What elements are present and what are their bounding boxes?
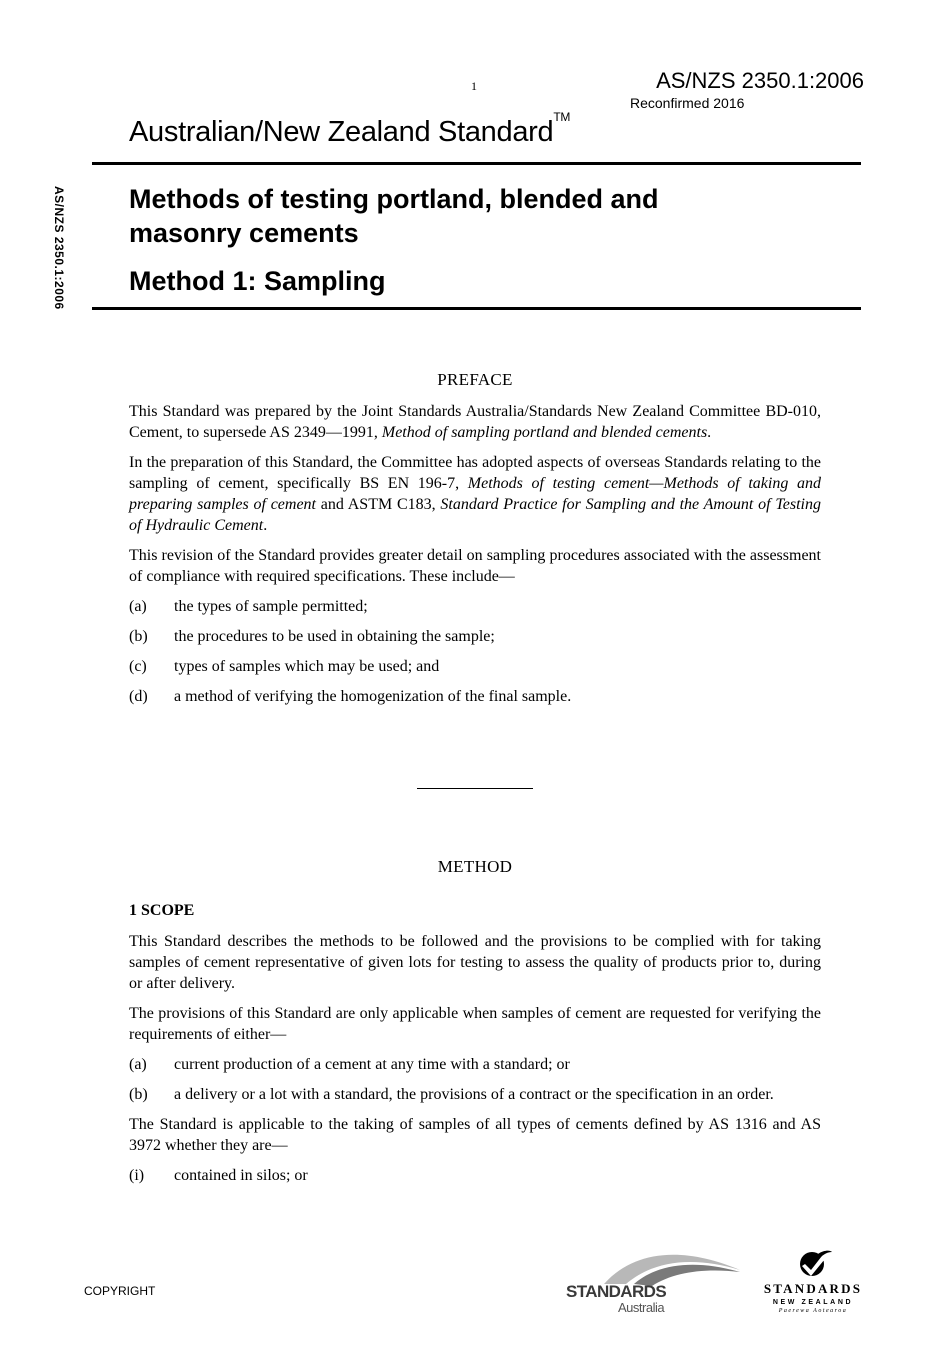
preface-p2-text1: In the preparation of this Standard, the Committee has adopted aspects of overseas Standards relating to the sampling of cement, specifically BS EN 196-7, xyxy=(129,454,821,492)
preface-p2-text2: and ASTM C183, xyxy=(316,496,441,513)
title-top-rule xyxy=(92,162,861,165)
list-item-label: (a) xyxy=(129,598,147,615)
list-item-label: (b) xyxy=(129,1086,148,1103)
list-item xyxy=(129,626,821,647)
list-item xyxy=(129,686,821,707)
preface-p2-italic1: Methods of testing cement—Methods of taking and preparing samples of cement xyxy=(129,475,822,513)
reconfirmed-note: Reconfirmed 2016 xyxy=(630,95,745,111)
preface-paragraph-3: This revision of the Standard provides greater detail on sampling procedures associated with the assessment of compliance with required specifications. These include— xyxy=(129,547,821,585)
preface-p1-italic: Method of sampling portland and blended cements xyxy=(381,424,708,441)
page-number: 1 xyxy=(471,79,477,93)
preface-heading: PREFACE xyxy=(437,370,513,389)
list-item xyxy=(129,1054,821,1075)
list-item xyxy=(129,596,821,617)
list-item-text: a method of verifying the homogenization of the final sample. xyxy=(174,688,572,705)
list-item-text: types of samples which may be used; and xyxy=(174,658,440,675)
scope-paragraph-3: The Standard is applicable to the taking of samples of all types of cements defined by AS 1316 and AS 3972 whether they are— xyxy=(129,1116,821,1154)
standards-australia-logo xyxy=(564,1248,744,1316)
list-item-label: (c) xyxy=(129,658,147,675)
main-title xyxy=(129,110,571,149)
document-title xyxy=(129,182,829,250)
list-item xyxy=(129,656,821,677)
preface-p2-end: . xyxy=(263,517,268,534)
scope-body xyxy=(129,931,821,1195)
trademark-mark: TM xyxy=(553,110,571,124)
method-heading: METHOD xyxy=(437,857,513,876)
scope-paragraph-1: This Standard describes the methods to be followed and the provisions to be complied with for taking samples of cement representative of given lots for testing to assess the quality of products prior to, during or after delivery. xyxy=(129,933,821,992)
preface-body xyxy=(129,401,821,716)
main-title-text: Australian/New Zealand Standard xyxy=(129,116,554,148)
logo-nz-line1: STANDARDS xyxy=(763,1281,863,1296)
list-item-text: contained in silos; or xyxy=(174,1167,308,1184)
logo-sa-line1: STANDARDS xyxy=(566,1282,667,1301)
side-standard-code: AS/NZS 2350.1:2006 xyxy=(52,186,66,310)
standard-code: AS/NZS 2350.1:2006 xyxy=(656,68,864,93)
logo-sa-line2: Australia xyxy=(618,1300,665,1315)
list-item-label: (i) xyxy=(129,1167,145,1184)
preface-paragraph-2 xyxy=(129,452,821,536)
logo-nz-line2: NEW ZEALAND xyxy=(772,1299,854,1306)
list-item-label: (b) xyxy=(129,628,148,645)
list-item-text: current production of a cement at any time with a standard; or xyxy=(174,1056,570,1073)
check-emblem-icon xyxy=(794,1248,834,1280)
list-item xyxy=(129,1084,821,1105)
preface-paragraph-1 xyxy=(129,401,821,443)
method-title: Method 1: Sampling xyxy=(129,266,386,296)
list-item-label: (a) xyxy=(129,1056,147,1073)
list-item-label: (d) xyxy=(129,688,148,705)
preface-p1-end: . xyxy=(707,424,712,441)
preface-p1-text: This Standard was prepared by the Joint Standards Australia/Standards New Zealand Committee BD-010, Cement, to supersede AS 2349—1991, xyxy=(129,403,821,441)
list-item-text: a delivery or a lot with a standard, the provisions of a contract or the specification in an order. xyxy=(174,1086,774,1103)
preface-p2-italic2: Standard Practice for Sampling and the Amount of Testing of Hydraulic Cement xyxy=(129,496,821,534)
scope-heading: 1 SCOPE xyxy=(129,902,195,919)
document-title-line2: masonry cements xyxy=(129,218,359,248)
list-item-text: the procedures to be used in obtaining the sample; xyxy=(174,628,495,645)
list-item xyxy=(129,1165,821,1186)
scope-paragraph-2: The provisions of this Standard are only applicable when samples of cement are requested for verifying the requirements of either— xyxy=(129,1005,821,1043)
logo-nz-line3: Paerewa Aotearoa xyxy=(778,1308,848,1314)
standards-new-zealand-logo xyxy=(752,1248,874,1318)
section-divider xyxy=(417,788,533,789)
copyright-notice: COPYRIGHT xyxy=(84,1284,156,1298)
document-title-line1: Methods of testing portland, blended and xyxy=(129,184,659,214)
list-item-text: the types of sample permitted; xyxy=(174,598,368,615)
title-bottom-rule xyxy=(92,307,861,310)
